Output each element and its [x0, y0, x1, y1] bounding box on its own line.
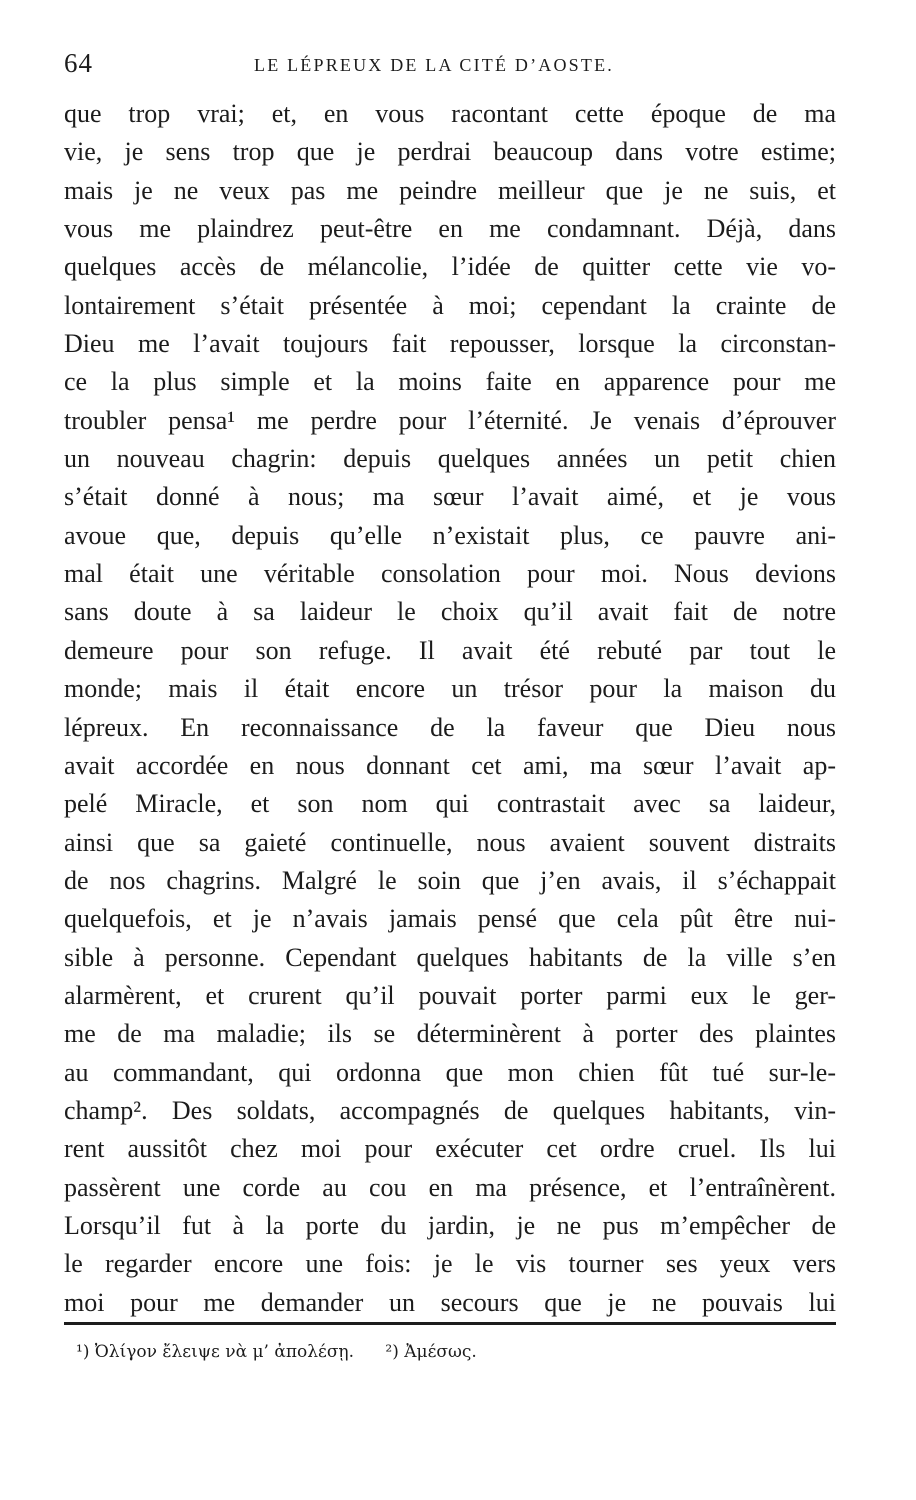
text-line: demeure pour son refuge. Il avait été rebuté par tout le — [64, 635, 836, 665]
footnote-2: ²) Ἀμέσως. — [385, 1342, 477, 1362]
text-line: lépreux. En reconnaissance de la faveur que Dieu nous — [64, 712, 836, 742]
text-line: vous me plaindrez peut-être en me condamnant. Déjà, dans — [64, 214, 836, 244]
text-line: monde; mais il était encore un trésor pour la maison du — [64, 674, 836, 704]
text-line: vie, je sens trop que je perdrai beaucoup dans votre estime; — [64, 137, 836, 167]
text-line: champ². Des soldats, accompagnés de quelques habitants, vin- — [64, 1095, 836, 1125]
text-line: sible à personne. Cependant quelques habitants de la ville s’en — [64, 942, 836, 972]
body-text — [64, 95, 836, 1322]
text-line: mais je ne veux pas me peindre meilleur que je ne suis, et — [64, 175, 836, 205]
text-line: quelques accès de mélancolie, l’idée de quitter cette vie vo- — [64, 252, 836, 282]
text-line: ainsi que sa gaieté continuelle, nous avaient souvent distraits — [64, 827, 836, 857]
text-line: avoue que, depuis qu’elle n’existait plus, ce pauvre ani- — [64, 520, 836, 550]
text-line: rent aussitôt chez moi pour exécuter cet ordre cruel. Ils lui — [64, 1134, 836, 1164]
text-line: Lorsqu’il fut à la porte du jardin, je ne pus m’empêcher de — [64, 1210, 836, 1240]
footnote-1: ¹) Ὀλίγον ἔλειψε νὰ μ’ ἀπολέσῃ. — [76, 1342, 355, 1362]
text-line: le regarder encore une fois: je le vis tourner ses yeux vers — [64, 1249, 836, 1279]
text-line: mal était une véritable consolation pour moi. Nous devions — [64, 559, 836, 589]
text-line: alarmèrent, et crurent qu’il pouvait porter parmi eux le ger- — [64, 980, 836, 1010]
text-line: au commandant, qui ordonna que mon chien fût tué sur-le- — [64, 1057, 836, 1087]
text-line: sans doute à sa laideur le choix qu’il avait fait de notre — [64, 597, 836, 627]
text-line: Dieu me l’avait toujours fait repousser, lorsque la circonstan- — [64, 329, 836, 359]
text-line: que trop vrai; et, en vous racontant cette époque de ma — [64, 99, 836, 128]
text-line: moi pour me demander un secours que je ne pouvais lui — [64, 1287, 836, 1317]
text-line: lontairement s’était présentée à moi; cependant la crainte de — [64, 290, 836, 320]
text-line: me de ma maladie; ils se déterminèrent à porter des plaintes — [64, 1019, 836, 1049]
text-line: quelquefois, et je n’avais jamais pensé que cela pût être nui- — [64, 904, 836, 934]
footnotes — [76, 1342, 776, 1362]
text-line: pelé Miracle, et son nom qui contrastait avec sa laideur, — [64, 789, 836, 819]
text-line: avait accordée en nous donnant cet ami, ma sœur l’avait ap- — [64, 750, 836, 780]
running-title: LE LÉPREUX DE LA CITÉ D’AOSTE. — [254, 55, 614, 75]
text-line: un nouveau chagrin: depuis quelques années un petit chien — [64, 444, 836, 474]
text-line: ce la plus simple et la moins faite en apparence pour me — [64, 367, 836, 397]
page-number: 64 — [64, 48, 93, 78]
text-line: s’était donné à nous; ma sœur l’avait aimé, et je vous — [64, 482, 836, 512]
text-line: troubler pensa¹ me perdre pour l’éternité. Je venais d’éprouver — [64, 405, 836, 435]
page-header — [64, 44, 844, 84]
footnote-rule — [64, 1322, 836, 1325]
text-line: passèrent une corde au cou en ma présence, et l’entraînèrent. — [64, 1172, 836, 1202]
text-line: de nos chagrins. Malgré le soin que j’en avais, il s’échappait — [64, 865, 836, 895]
